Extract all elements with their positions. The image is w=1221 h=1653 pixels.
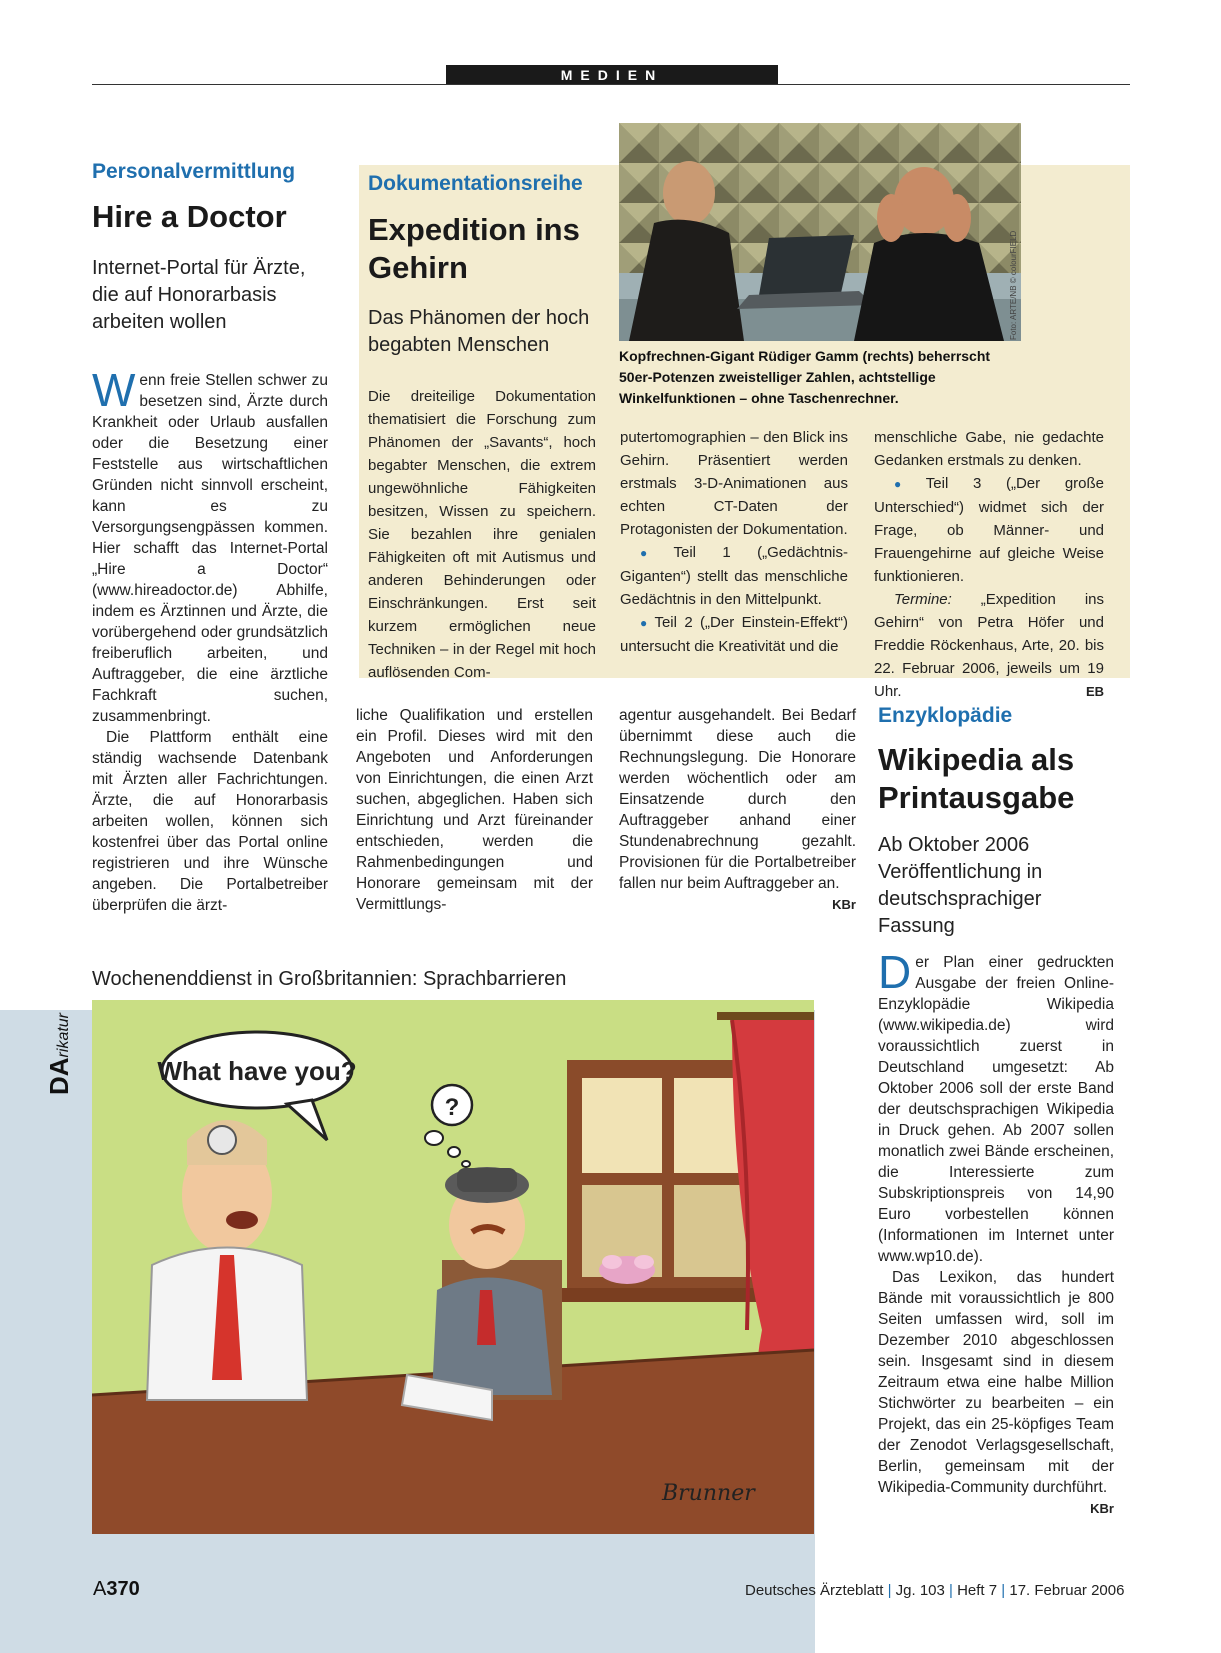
article2-column1: Die dreiteilige Dokumentation thematisiert die Forschung zum Phänomen der „Savants“, hoch begabter Menschen, die extrem ungewöhnliche Fähigkeiten besitzen, Wissen zu speichern. Sie bezahlen ihre genialen Fähigkeiten oft mit Autismus und anderen Behinderungen oder Einschränkungen. Erst seit kurzem ermöglichen neue Techniken – in der Regel mit hoch auflösenden Com-: [368, 388, 596, 681]
bullet-icon: ●: [894, 477, 922, 491]
article1-deck: Internet-Portal für Ärzte, die auf Honorarbasis arbeiten wollen: [92, 257, 306, 333]
header-rule: [92, 84, 1130, 85]
article2-kicker: Dokumentationsreihe: [368, 172, 583, 195]
article3-para1: er Plan einer gedruckten Ausgabe der freien Online-Enzyklopädie Wikipedia (www.wikipedia.de) wird voraussichtlich zuerst in Deutschland umgesetzt: Ab Oktober 2006 soll der erste Band der deutschsprachigen Wikipedia in Druck gehen. Ab 2007 sollen monatlich zwei Bände erscheinen, die Interessierte zum Subskriptionspreis von 14,90 Euro vorbestellen können (Informationen im Internet unter www.wp10.de).: [878, 954, 1114, 1265]
article2-signature: EB: [1085, 684, 1104, 699]
thought-text: ?: [444, 1094, 460, 1121]
article2-column3: [874, 426, 1104, 703]
article3-para2: Das Lexikon, das hundert Bände mit voraussichtlich je 800 Seiten umfassen wird, soll im Dezember 2010 abgeschlossen sein. Insgesamt sind in diesem Zeitraum etwa eine halbe Million Stichwörter zu bearbeiten – ein Projekt, das ein 25-köpfiges Team der Zenodot Verlagsgesellschaft, Berlin, gemeinsam mit der Wikipedia-Community durchführt.: [878, 1269, 1114, 1496]
article2-headline: Expedition ins Gehirn: [368, 212, 580, 285]
journal-name: Deutsches Ärzteblatt: [745, 1582, 884, 1599]
journal-volume: Jg. 103: [895, 1582, 945, 1599]
article1-kicker: Personalvermittlung: [92, 160, 296, 183]
article3-deck: Ab Oktober 2006 Veröffentlichung in deutschsprachiger Fassung: [878, 834, 1043, 937]
article1-column2: liche Qualifikation und erstellen ein Profil. Dieses wird mit den Angeboten und Anforderungen von Einrichtungen, die einen Arzt suchen, abgeglichen. Haben sich Einrichtung und Arzt füreinander entschieden, werden die Rahmenbedingungen und Honorare gemeinsam mit der Vermittlungs-: [356, 707, 593, 913]
photo-credit: Foto: ARTE/NB © colourFIELD: [1009, 230, 1018, 340]
journal-date: 17. Februar 2006: [1009, 1582, 1125, 1599]
article3-kicker: Enzyklopädie: [878, 704, 1013, 727]
cartoon-illustration: [92, 1000, 814, 1534]
article1-column3: [619, 705, 856, 915]
artist-signature: Brunner: [662, 1481, 755, 1506]
bullet-icon: ●: [640, 546, 670, 560]
article1-headline: Hire a Doctor: [92, 199, 287, 234]
article1-signature: KBr: [832, 897, 856, 912]
photo-caption: Kopfrechnen-Gigant Rüdiger Gamm (rechts) beherrscht 50er-Potenzen zweistelliger Zahlen, achtstellige Winkelfunktionen – ohne Taschenrechner.: [619, 348, 991, 406]
article1-col3-text: agentur ausgehandelt. Bei Bedarf übernimmt diese auch die Rechnungslegung. Die Honorare werden wöchentlich oder am Einsatzende durch den Auftraggeber anhand einer Stundenabrechnung gezahlt. Provisionen für die Portalbetreiber fallen nur beim Auftraggeber an.: [619, 707, 856, 892]
article2-part3: Teil 3 („Der große Unterschied“) widmet sich der Frage, ob Männer- und Frauengehirne auf gleiche Weise funktionieren.: [874, 475, 1104, 585]
page-number: A370: [93, 1578, 140, 1600]
journal-issue: Heft 7: [957, 1582, 998, 1599]
article1-para2: Die Plattform enthält eine ständig wachsende Datenbank mit Ärzten aller Fachrichtungen. Ärzte, die auf Honorarbasis arbeiten wollen, können sich kostenfrei über das Portal online registrieren und ihre Wünsche angeben. Die Portalbetreiber überprüfen die ärzt-: [92, 729, 328, 914]
documentary-photo: [619, 123, 1021, 341]
speech-text: What have you?: [157, 1056, 357, 1086]
journal-info: Deutsches Ärzteblatt | Jg. 103 | Heft 7 | 17. Februar 2006: [745, 1582, 1125, 1599]
darikatur-logo: DArikatur: [44, 1012, 74, 1095]
article2-col2-intro: putertomographien – den Blick ins Gehirn. Präsentiert werden erstmals 3-D-Animationen aus echten CT-Daten der Protagonisten der Dokumentation.: [620, 429, 848, 538]
article2-column2: [620, 426, 848, 658]
article3-column: [878, 946, 1114, 1519]
article2-col3-intro: menschliche Gabe, nie gedachte Gedanken erstmals zu denken.: [874, 429, 1104, 469]
article1-dropcap: W: [92, 364, 136, 416]
article3-signature: KBr: [1090, 1501, 1114, 1516]
article3-headline: Wikipedia als Printausgabe: [878, 742, 1075, 815]
article2-part2: Teil 2 („Der Einstein-Effekt“) untersucht die Kreativität und die: [620, 614, 848, 655]
section-label: MEDIEN: [446, 65, 778, 85]
bullet-icon: ●: [640, 616, 651, 630]
article2-part1: Teil 1 („Gedächtnis-Giganten“) stellt das menschliche Gedächtnis in den Mittelpunkt.: [620, 544, 848, 608]
termine-label: Termine:: [894, 591, 952, 608]
article1-para1: enn freie Stellen schwer zu besetzen sind, Ärzte durch Krankheit oder Urlaub ausfallen oder die Besetzung einer Feststelle aus wirtschaftlichen Gründen nicht sinnvoll erscheint, kann es zu Versorgungsengpässen kommen. Hier schafft das Internet-Portal „Hire a Doctor“ (www.hireadoctor.de) Abhilfe, indem es Ärztinnen und Ärzte, die vorübergehend oder grundsätzlich freiberuflich arbeiten, und Auftraggeber, die eine ärztliche Fachkraft suchen, zusammenbringt.: [92, 372, 328, 725]
article3-dropcap: D: [878, 946, 912, 998]
cartoon-title: Wochenenddienst in Großbritannien: Sprachbarrieren: [92, 968, 567, 990]
termine-text: „Expedition ins Gehirn“ von Petra Höfer und Freddie Röckenhaus, Arte, 20. bis 22. Februar 2006, jeweils um 19 Uhr.: [874, 591, 1104, 700]
article2-deck: Das Phänomen der hoch begabten Menschen: [368, 307, 590, 356]
article1-column1: [92, 364, 328, 916]
